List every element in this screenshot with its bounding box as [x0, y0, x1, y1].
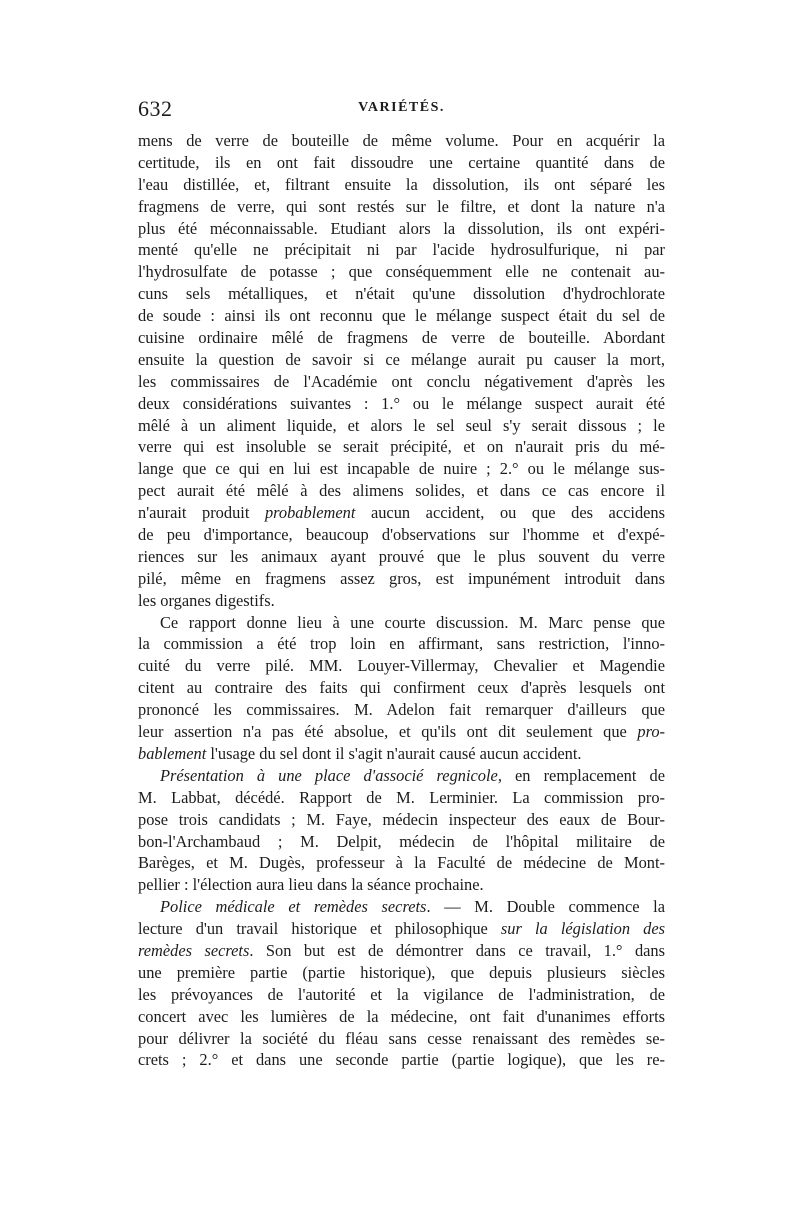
- text-line: [138, 305, 665, 327]
- text-run: prononcé les commissaires. M. Adelon fait remarquer d'ailleurs que: [138, 700, 665, 720]
- text-run: de peu d'importance, beaucoup d'observations sur l'homme et d'expé-: [138, 525, 665, 545]
- text-line: [138, 612, 665, 634]
- text-run: cuisine ordinaire mêlé de fragmens de verre de bouteille. Abordant: [138, 328, 665, 348]
- text-run: bon-l'Archambaud ; M. Delpit, médecin de l'hôpital militaire de: [138, 831, 665, 851]
- text-line: [138, 896, 665, 918]
- text-run: certitude, ils en ont fait dissoudre une certaine quantité dans de: [138, 152, 665, 172]
- text-line: [138, 590, 665, 612]
- italic-run: bablement: [138, 743, 207, 763]
- text-run: M. Labbat, décédé. Rapport de M. Lerminier. La commission pro-: [138, 787, 665, 807]
- text-run: une première partie (partie historique), que depuis plusieurs siècles: [138, 962, 665, 982]
- text-run: . — M. Double commence la: [426, 897, 666, 917]
- text-run: pour délivrer la société du fléau sans cesse renaissant des remèdes se-: [138, 1028, 665, 1048]
- text-run: les commissaires de l'Académie ont conclu négativement d'après les: [138, 371, 665, 391]
- text-run: citent au contraire des faits qui confirment ceux d'après lesquels ont: [138, 678, 665, 698]
- text-run: riences sur les animaux ayant prouvé que le plus souvent du verre: [138, 546, 665, 566]
- text-line: [138, 568, 665, 590]
- text-line: [138, 1049, 665, 1071]
- text-line: [138, 852, 665, 874]
- page-header: [138, 96, 665, 124]
- text-line: [138, 458, 665, 480]
- text-line: [138, 371, 665, 393]
- text-line: [138, 261, 665, 283]
- page-number: 632: [138, 96, 173, 121]
- text-run: crets ; 2.° et dans une seconde partie (partie logique), que les re-: [138, 1050, 665, 1070]
- italic-run: remèdes secrets: [138, 940, 250, 960]
- text-run: ensuite la question de savoir si ce mélange aurait pu causer la mort,: [138, 349, 665, 369]
- text-line: [138, 393, 665, 415]
- body-text: [138, 130, 665, 1071]
- text-line: [138, 699, 665, 721]
- text-line: [138, 239, 665, 261]
- text-line: [138, 940, 665, 962]
- text-line: [138, 809, 665, 831]
- text-run: pect aurait été mêlé à des alimens solides, et dans ce cas encore il: [138, 481, 665, 501]
- text-run: deux considérations suivantes : 1.° ou le mélange suspect aurait été: [138, 393, 665, 413]
- text-run: la commission a été trop loin en affirmant, sans restriction, l'inno-: [138, 634, 665, 654]
- text-run: , en remplacement de: [497, 765, 665, 785]
- text-line: [138, 874, 665, 896]
- text-line: [138, 1006, 665, 1028]
- italic-run: pro-: [637, 722, 665, 742]
- text-run: fragmens de verre, qui sont restés sur le filtre, et dont la nature n'a: [138, 196, 665, 216]
- italic-run: Police médicale et remèdes secrets: [160, 897, 427, 917]
- text-line: [138, 721, 665, 743]
- text-run: pilé, même en fragmens assez gros, est impunément introduit dans: [138, 568, 665, 588]
- text-line: [138, 831, 665, 853]
- text-run: concert avec les lumières de la médecine, ont fait d'unanimes efforts: [138, 1006, 665, 1026]
- text-run: lecture d'un travail historique et philosophique: [138, 919, 501, 939]
- text-line: [138, 677, 665, 699]
- text-run: Ce rapport donne lieu à une courte discussion. M. Marc pense que: [160, 612, 665, 632]
- text-run: l'hydrosulfate de potasse ; que conséquemment elle ne contenait au-: [138, 262, 665, 282]
- text-line: [138, 962, 665, 984]
- text-line: [138, 524, 665, 546]
- text-run: Barèges, et M. Dugès, professeur à la Faculté de médecine de Mont-: [138, 853, 665, 873]
- italic-run: sur la législation des: [500, 919, 665, 939]
- text-line: [138, 633, 665, 655]
- text-run: menté qu'elle ne précipitait ni par l'acide hydrosulfurique, ni par: [138, 240, 665, 260]
- text-run: cuité du verre pilé. MM. Louyer-Villermay, Chevalier et Magendie: [138, 656, 665, 676]
- text-run: pellier : l'élection aura lieu dans la séance prochaine.: [138, 875, 484, 895]
- text-run: mens de verre de bouteille de même volume. Pour en acquérir la: [138, 131, 665, 150]
- text-line: [138, 415, 665, 437]
- text-line: [138, 152, 665, 174]
- italic-run: Présentation à une place d'associé regnicole: [160, 765, 498, 785]
- text-line: [138, 787, 665, 809]
- text-line: [138, 765, 665, 787]
- text-line: [138, 502, 665, 524]
- text-line: [138, 436, 665, 458]
- running-head: VARIÉTÉS.: [358, 100, 445, 115]
- text-run: les prévoyances de l'autorité et la vigilance de l'administration, de: [138, 984, 665, 1004]
- text-line: [138, 984, 665, 1006]
- text-line: [138, 327, 665, 349]
- text-line: [138, 1028, 665, 1050]
- text-run: de soude : ainsi ils ont reconnu que le mélange suspect était du sel de: [138, 306, 665, 326]
- text-run: verre qui est insoluble se serait précipité, et on n'aurait pris du mé-: [138, 437, 665, 457]
- text-run: pose trois candidats ; M. Faye, médecin inspecteur des eaux de Bour-: [138, 809, 665, 829]
- text-run: cuns sels métalliques, et n'était qu'une dissolution d'hydrochlorate: [138, 284, 665, 304]
- text-run: leur assertion n'a pas été absolue, et qu'ils ont dit seulement que: [138, 722, 638, 742]
- text-line: [138, 918, 665, 940]
- text-line: [138, 546, 665, 568]
- text-line: [138, 130, 665, 152]
- text-line: [138, 283, 665, 305]
- text-run: l'eau distillée, et, filtrant ensuite la dissolution, ils ont séparé les: [138, 174, 665, 194]
- text-run: plus été méconnaissable. Etudiant alors la dissolution, ils ont expéri-: [138, 218, 665, 238]
- text-run: mêlé à un aliment liquide, et alors le sel seul s'y serait dissous ; le: [138, 415, 665, 435]
- text-line: [138, 349, 665, 371]
- text-line: [138, 196, 665, 218]
- text-run: aucun accident, ou que des accidens: [355, 503, 665, 523]
- text-run: n'aurait produit: [138, 503, 265, 523]
- text-run: l'usage du sel dont il s'agit n'aurait causé aucun accident.: [206, 743, 582, 763]
- text-run: . Son but est de démontrer dans ce travail, 1.° dans: [249, 940, 665, 960]
- text-line: [138, 480, 665, 502]
- text-line: [138, 743, 665, 765]
- text-run: les organes digestifs.: [138, 590, 275, 610]
- text-line: [138, 174, 665, 196]
- text-line: [138, 655, 665, 677]
- text-run: lange que ce qui en lui est incapable de nuire ; 2.° ou le mélange sus-: [138, 459, 665, 479]
- italic-run: probablement: [264, 503, 356, 523]
- text-line: [138, 218, 665, 240]
